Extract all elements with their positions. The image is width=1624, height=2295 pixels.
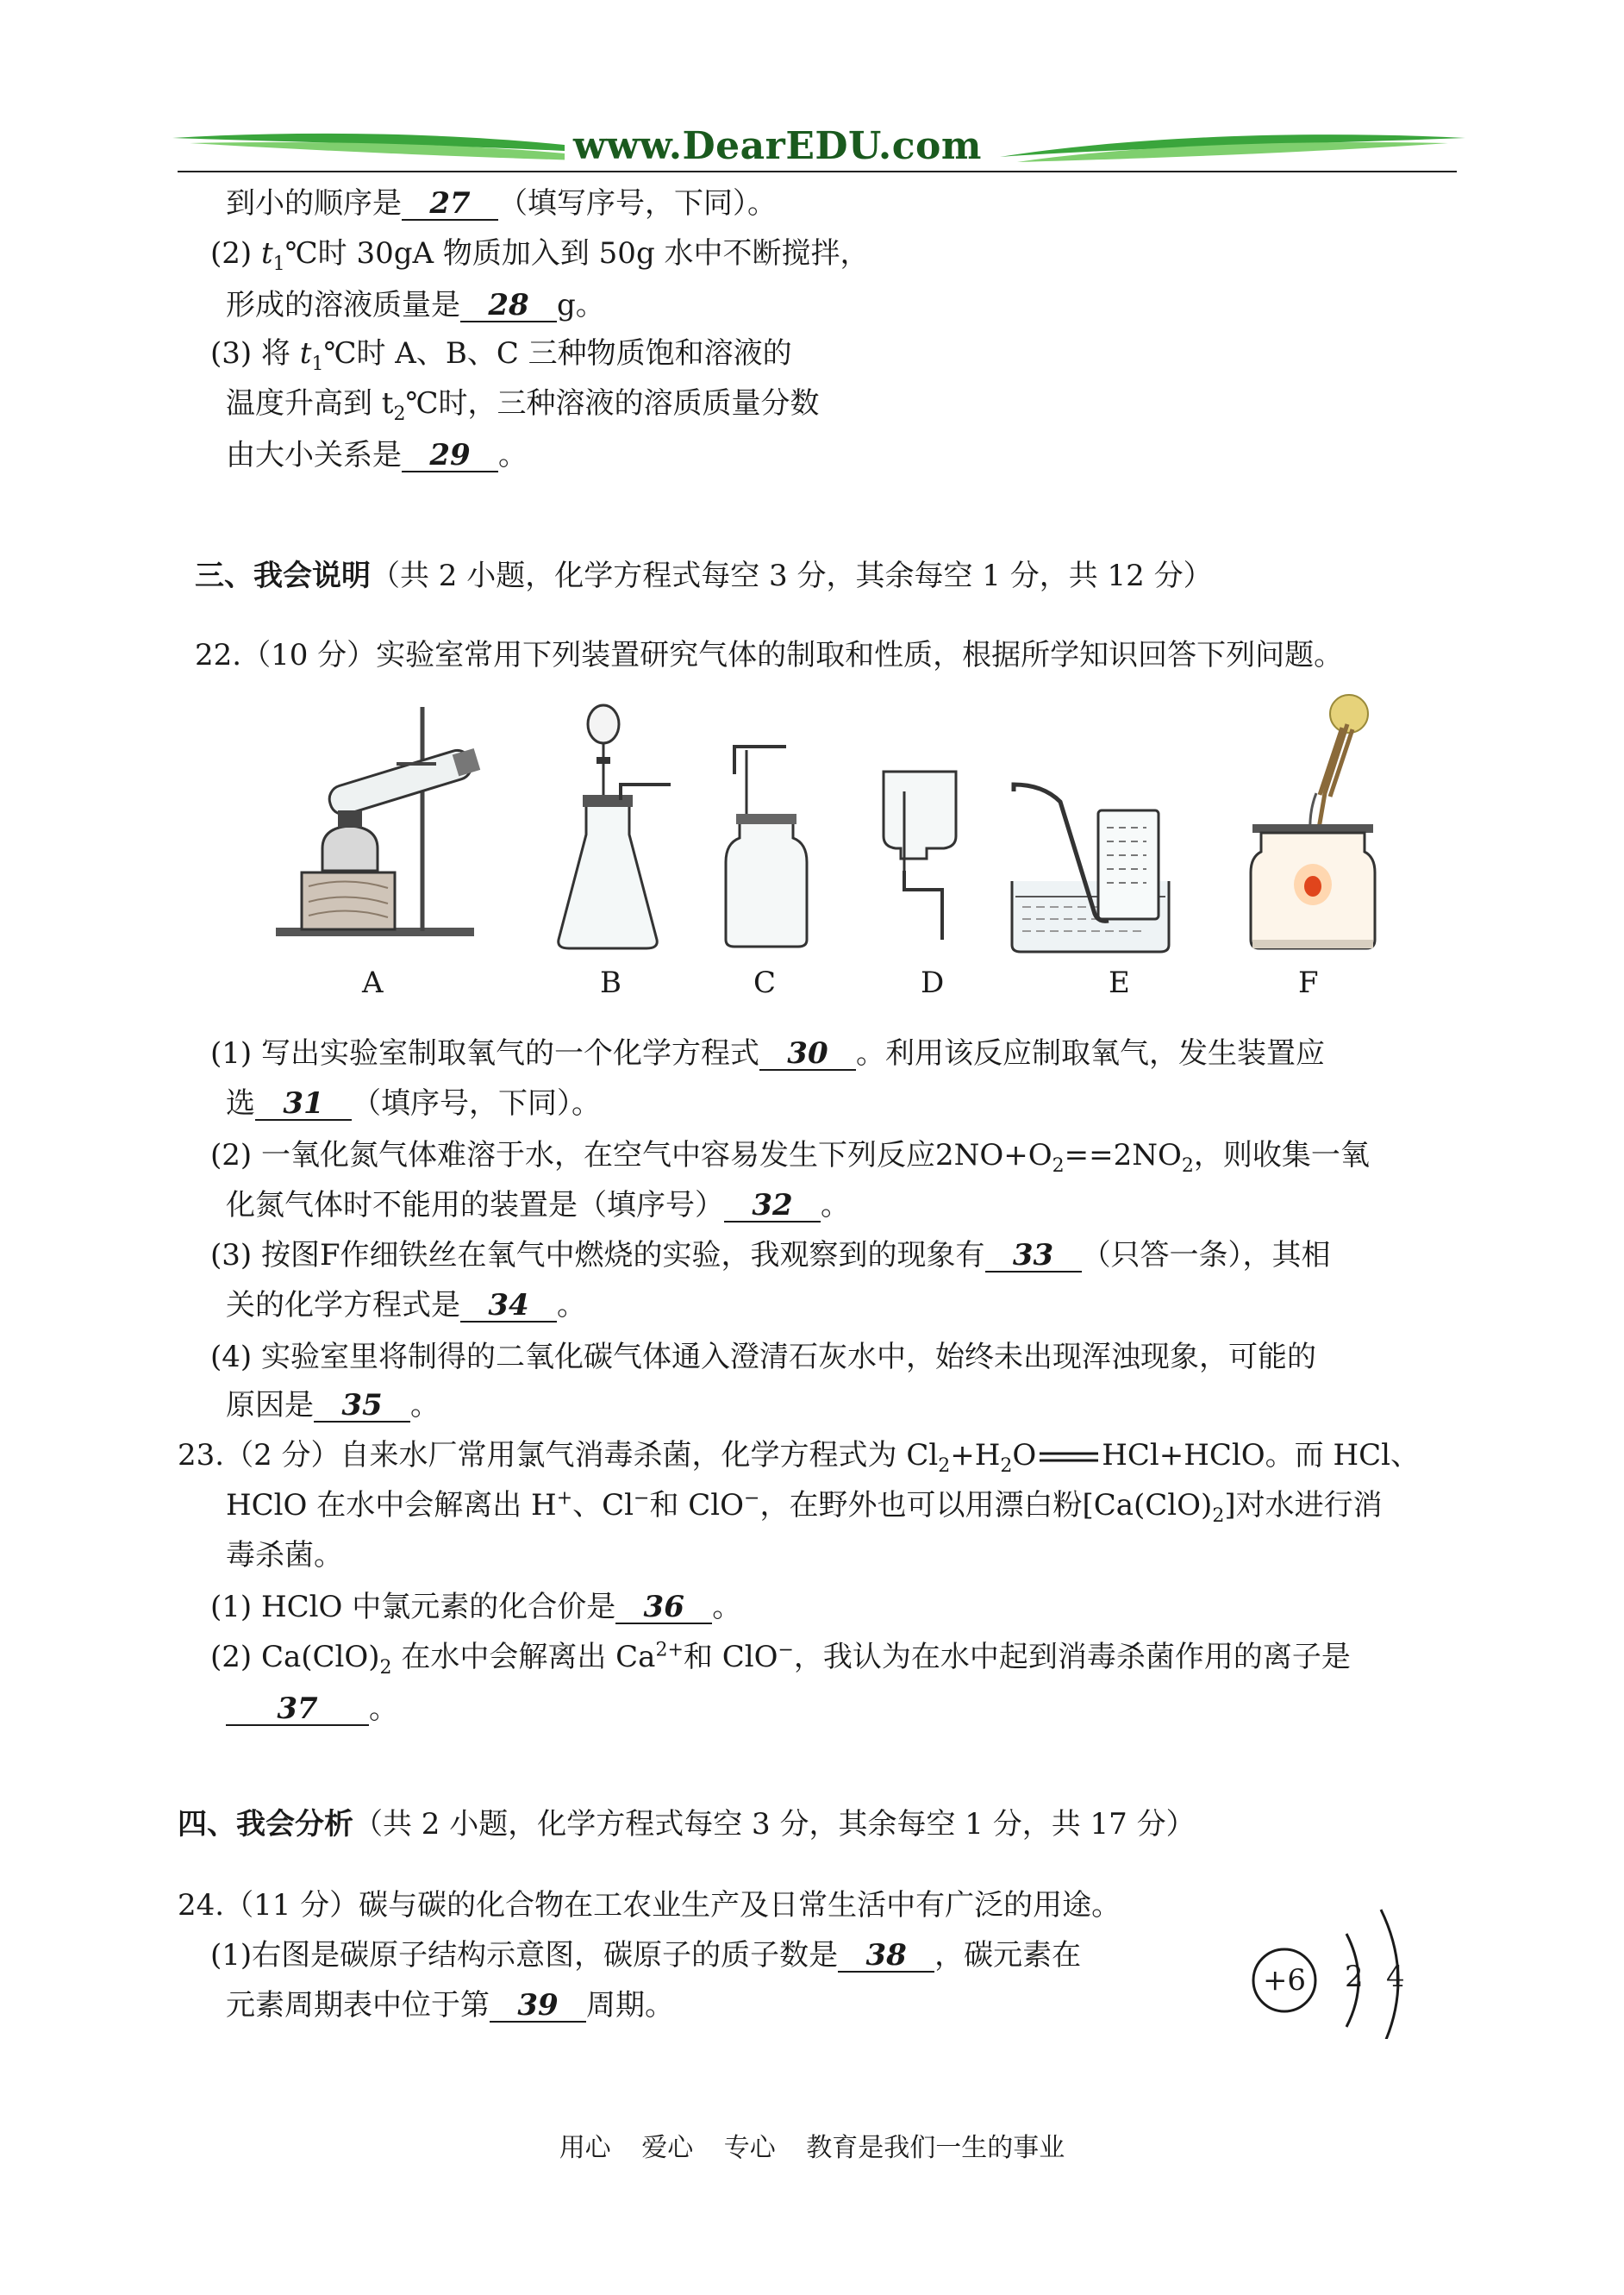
reaction-equals-sign xyxy=(1036,1448,1102,1466)
atom-shell-1-electrons: 2 xyxy=(1345,1960,1364,1994)
answer-blank-29: 29 xyxy=(402,440,498,472)
label-apparatus-d: D xyxy=(921,966,945,1000)
answer-blank-30: 30 xyxy=(759,1038,856,1071)
page-footer-slogan: 用心 爱心 专心 教育是我们一生的事业 xyxy=(559,2133,1065,2163)
q22-part-1: (1) 写出实验室制取氧气的一个化学方程式 30 。利用该反应制取氧气，发生装置应 xyxy=(210,1036,1325,1071)
q21-line-1: 到小的顺序是 27 （填写序号，下同）。 xyxy=(226,186,777,221)
q22-part-1-line-2: 选 31 （填序号，下同）。 xyxy=(226,1086,601,1121)
banner-swoosh-right-2 xyxy=(1017,142,1448,162)
answer-blank-39: 39 xyxy=(490,1990,586,2023)
atom-nucleus-charge: +6 xyxy=(1262,1963,1307,1998)
apparatus-a-heating-tube xyxy=(267,690,500,983)
apparatus-e-water-trough xyxy=(1009,690,1172,983)
apparatus-b-flask-funnel xyxy=(552,690,698,983)
q22-part-4: (4) 实验室里将制得的二氧化碳气体通入澄清石灰水中，始终未出现浑浊现象，可能的 xyxy=(210,1340,1316,1374)
answer-blank-27: 27 xyxy=(402,188,498,221)
q24-part-1: (1)右图是碳原子结构示意图，碳原子的质子数是 38 ，碳元素在 xyxy=(210,1938,1082,1973)
answer-blank-35: 35 xyxy=(314,1390,410,1423)
apparatus-f-iron-combustion xyxy=(1246,690,1392,983)
label-apparatus-b: B xyxy=(600,966,621,1000)
q22-part-2: (2) 一氧化氮气体难溶于水，在空气中容易发生下列反应$2NO+O_2==2NO_2$，则收集一氧 xyxy=(210,1138,1370,1177)
atom-shell-2-electrons: 4 xyxy=(1386,1960,1405,1994)
answer-blank-34: 34 xyxy=(460,1290,557,1323)
label-apparatus-e: E xyxy=(1109,966,1130,1000)
q21-part-3-line-3: 由大小关系是 29 。 xyxy=(226,438,528,472)
q21-part-2: (2) $t_1℃$时 30gA 物质加入到 50g 水中不断搅拌， xyxy=(210,236,870,275)
site-name: www.DearEDU.com xyxy=(565,128,990,166)
answer-blank-33: 33 xyxy=(985,1240,1082,1273)
header-divider xyxy=(178,171,1457,172)
apparatus-c-gas-bottle xyxy=(724,690,819,983)
answer-blank-32: 32 xyxy=(724,1190,821,1223)
apparatus-d-inverted-bottle xyxy=(875,690,970,983)
q23-stem-line-1: 23.（2 分）自来水厂常用氯气消毒杀菌，化学方程式为 $Cl_2+H_2O$ HCl+HClO。而 HCl、 xyxy=(178,1438,1421,1477)
q23-part-2: (2) $Ca(ClO)_2$ 在水中会解离出 $Ca^{2+}$和 ClO−，我认为在水中起到消毒杀菌作用的离子是 xyxy=(210,1639,1351,1679)
answer-blank-31: 31 xyxy=(255,1088,352,1121)
answer-blank-38: 38 xyxy=(838,1940,934,1973)
answer-blank-36: 36 xyxy=(615,1591,712,1624)
q23-stem-line-3: 毒杀菌。 xyxy=(226,1538,343,1573)
section-4-heading: 四、我会分析（共 2 小题，化学方程式每空 3 分，其余每空 1 分，共 17 分） xyxy=(178,1807,1196,1842)
q22-stem: 22.（10 分）实验室常用下列装置研究气体的制取和性质，根据所学知识回答下列问题。 xyxy=(195,638,1344,672)
q24-part-1-line-2: 元素周期表中位于第 39 周期。 xyxy=(226,1988,674,2023)
label-apparatus-a: A xyxy=(362,966,384,1000)
q24-stem: 24.（11 分）碳与碳的化合物在工农业生产及日常生活中有广泛的用途。 xyxy=(178,1888,1121,1923)
q22-part-4-line-2: 原因是 35 。 xyxy=(226,1388,440,1423)
q23-part-1: (1) HClO 中氯元素的化合价是 36 。 xyxy=(210,1590,742,1624)
label-apparatus-f: F xyxy=(1298,966,1319,1000)
label-apparatus-c: C xyxy=(753,966,777,1000)
q21-part-3-line-2: 温度升高到 $t_2℃$时，三种溶液的溶质质量分数 xyxy=(226,386,820,425)
q22-part-3: (3) 按图F作细铁丝在氧气中燃烧的实验，我观察到的现象有 33 （只答一条），其相 xyxy=(210,1238,1331,1273)
carbon-atom-diagram xyxy=(1241,1892,1440,2039)
q22-part-3-line-2: 关的化学方程式是 34 。 xyxy=(226,1288,586,1323)
q21-part-2-line-2: 形成的溶液质量是 28 g。 xyxy=(226,288,605,322)
answer-blank-28: 28 xyxy=(460,290,557,322)
section-3-heading: 三、我会说明（共 2 小题，化学方程式每空 3 分，其余每空 1 分，共 12 分） xyxy=(195,559,1213,593)
q22-part-2-line-2: 化氮气体时不能用的装置是（填序号） 32 。 xyxy=(226,1188,850,1223)
answer-blank-37: 37 xyxy=(226,1693,369,1726)
q23-part-2-line-2: 37 。 xyxy=(226,1690,398,1728)
q23-stem-line-2: HClO 在水中会解离出 H+、Cl−和 ClO−，在野外也可以用漂白粉$[Ca(ClO)_2]$对水进行消 xyxy=(226,1487,1383,1527)
q21-part-3: (3) 将 $t_1℃$时 A、B、C 三种物质饱和溶液的 xyxy=(210,336,792,375)
